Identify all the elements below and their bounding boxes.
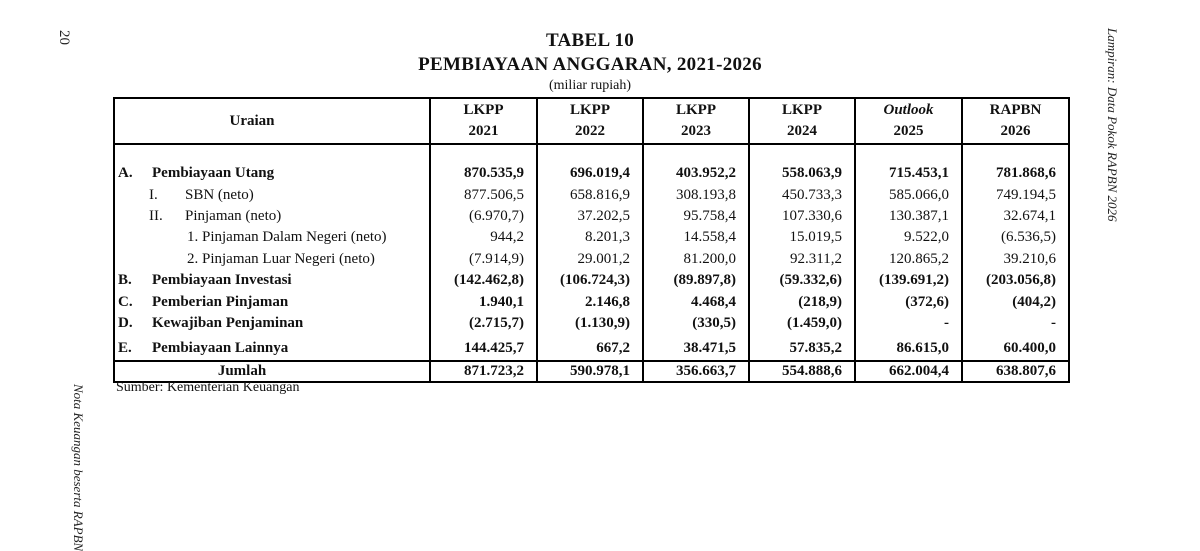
page-number: 20 [56, 30, 72, 45]
source-note: Sumber: Kementerian Keuangan [116, 380, 300, 395]
cell-2026: 781.868,6 [962, 163, 1069, 184]
cell-2023: 4.468,4 [643, 291, 749, 312]
row-description [114, 291, 430, 312]
cell-2024: 57.835,2 [749, 334, 855, 360]
unit-label: (miliar rupiah) [548, 78, 632, 93]
cell-2023: 95.758,4 [643, 206, 749, 227]
table-subtitle: PEMBIAYAAN ANGGARAN, 2021-2026 [418, 54, 762, 75]
row-label: 1. Pinjaman Dalam Negeri (neto) [187, 229, 387, 246]
cell-2025: (139.691,2) [855, 270, 962, 291]
row-description [114, 206, 430, 227]
total-2021: 871.723,2 [430, 361, 537, 382]
row-description [114, 270, 430, 291]
row-description [114, 227, 430, 248]
row-label: 2. Pinjaman Luar Negeri (neto) [187, 250, 375, 267]
cell-2026: - [962, 313, 1069, 334]
cell-2023: (89.897,8) [643, 270, 749, 291]
cell-2024: (218,9) [749, 291, 855, 312]
total-2024: 554.888,6 [749, 361, 855, 382]
cell-2025: 86.615,0 [855, 334, 962, 360]
table-row [114, 334, 1069, 360]
header-label: LKPP [463, 102, 504, 118]
cell-2024: 107.330,6 [749, 206, 855, 227]
cell-2026: (404,2) [962, 291, 1069, 312]
row-code: E. [118, 340, 132, 357]
header-col-2021 [430, 98, 537, 144]
table-row [114, 163, 1069, 184]
header-label: Outlook [883, 102, 934, 118]
row-code: II. [149, 207, 163, 224]
cell-2024: 558.063,9 [749, 163, 855, 184]
cell-2025: 585.066,0 [855, 184, 962, 205]
cell-2022: 667,2 [537, 334, 643, 360]
cell-2023: 38.471,5 [643, 334, 749, 360]
row-code: I. [149, 186, 158, 203]
cell-2025: - [855, 313, 962, 334]
row-label: Pembiayaan Investasi [152, 272, 292, 289]
financing-table [113, 97, 1070, 383]
cell-2021: (2.715,7) [430, 313, 537, 334]
total-2022: 590.978,1 [537, 361, 643, 382]
table-row [114, 291, 1069, 312]
row-code: C. [118, 293, 133, 310]
table-row [114, 313, 1069, 334]
total-2025: 662.004,4 [855, 361, 962, 382]
total-2026: 638.807,6 [962, 361, 1069, 382]
cell-2022: 8.201,3 [537, 227, 643, 248]
header-uraian: Uraian [114, 98, 430, 144]
cell-2026: 39.210,6 [962, 249, 1069, 270]
row-label: SBN (neto) [185, 186, 254, 203]
row-code: B. [118, 272, 132, 289]
row-label: Pembiayaan Utang [152, 165, 275, 182]
cell-2022: 658.816,9 [537, 184, 643, 205]
row-label: Pemberian Pinjaman [152, 293, 289, 310]
cell-2023: 81.200,0 [643, 249, 749, 270]
cell-2021: (7.914,9) [430, 249, 537, 270]
header-col-2022 [537, 98, 643, 144]
cell-2023: 14.558,4 [643, 227, 749, 248]
row-description [114, 334, 430, 360]
row-description [114, 163, 430, 184]
cell-2022: (106.724,3) [537, 270, 643, 291]
cell-2024: 15.019,5 [749, 227, 855, 248]
cell-2022: (1.130,9) [537, 313, 643, 334]
cell-2023: (330,5) [643, 313, 749, 334]
cell-2023: 308.193,8 [643, 184, 749, 205]
cell-2023: 403.952,2 [643, 163, 749, 184]
cell-2025: (372,6) [855, 291, 962, 312]
header-year: 2026 [1000, 123, 1031, 139]
cell-2025: 120.865,2 [855, 249, 962, 270]
cell-2025: 130.387,1 [855, 206, 962, 227]
row-label: Kewajiban Penjaminan [152, 314, 304, 331]
table-row [114, 270, 1069, 291]
header-year: 2025 [893, 123, 924, 139]
cell-2021: 877.506,5 [430, 184, 537, 205]
header-year: 2022 [575, 123, 605, 139]
header-label: RAPBN [989, 102, 1042, 118]
header-col-2023 [643, 98, 749, 144]
cell-2026: 749.194,5 [962, 184, 1069, 205]
table-title: TABEL 10 [545, 30, 635, 51]
header-col-2026 [962, 98, 1069, 144]
cell-2025: 715.453,1 [855, 163, 962, 184]
header-year: 2024 [787, 123, 817, 139]
total-label: Jumlah [114, 361, 430, 382]
cell-2024: (59.332,6) [749, 270, 855, 291]
cell-2021: 944,2 [430, 227, 537, 248]
header-label: LKPP [570, 102, 610, 118]
cell-2026: 60.400,0 [962, 334, 1069, 360]
row-description [114, 184, 430, 205]
cell-2021: (142.462,8) [430, 270, 537, 291]
cell-2026: 32.674,1 [962, 206, 1069, 227]
cell-2021: (6.970,7) [430, 206, 537, 227]
table-row [114, 206, 1069, 227]
cell-2024: 92.311,2 [749, 249, 855, 270]
header-year: 2021 [468, 123, 499, 139]
header-col-2024 [749, 98, 855, 144]
row-description [114, 313, 430, 334]
header-label: LKPP [676, 102, 716, 118]
cell-2021: 1.940,1 [430, 291, 537, 312]
row-code: D. [118, 314, 133, 331]
row-label: Pembiayaan Lainnya [152, 340, 289, 357]
table-row [114, 249, 1069, 270]
cell-2022: 37.202,5 [537, 206, 643, 227]
cell-2026: (203.056,8) [962, 270, 1069, 291]
cell-2022: 696.019,4 [537, 163, 643, 184]
side-note-left: Nota Keuangan beserta RAPBN [71, 384, 86, 551]
table-row [114, 227, 1069, 248]
cell-2021: 870.535,9 [430, 163, 537, 184]
header-col-2025 [855, 98, 962, 144]
side-note-right: Lampiran: Data Pokok RAPBN 2026 [1105, 28, 1120, 222]
total-2023: 356.663,7 [643, 361, 749, 382]
cell-2025: 9.522,0 [855, 227, 962, 248]
cell-2022: 2.146,8 [537, 291, 643, 312]
spacer-row [114, 144, 1069, 163]
header-label: LKPP [782, 102, 822, 118]
total-row [114, 361, 1069, 382]
cell-2024: 450.733,3 [749, 184, 855, 205]
header-year: 2023 [681, 123, 711, 139]
cell-2022: 29.001,2 [537, 249, 643, 270]
cell-2021: 144.425,7 [430, 334, 537, 360]
cell-2024: (1.459,0) [749, 313, 855, 334]
cell-2026: (6.536,5) [962, 227, 1069, 248]
header-row [114, 98, 1069, 144]
row-label: Pinjaman (neto) [185, 207, 282, 224]
row-code: A. [118, 165, 133, 182]
row-description [114, 249, 430, 270]
table-row [114, 184, 1069, 205]
